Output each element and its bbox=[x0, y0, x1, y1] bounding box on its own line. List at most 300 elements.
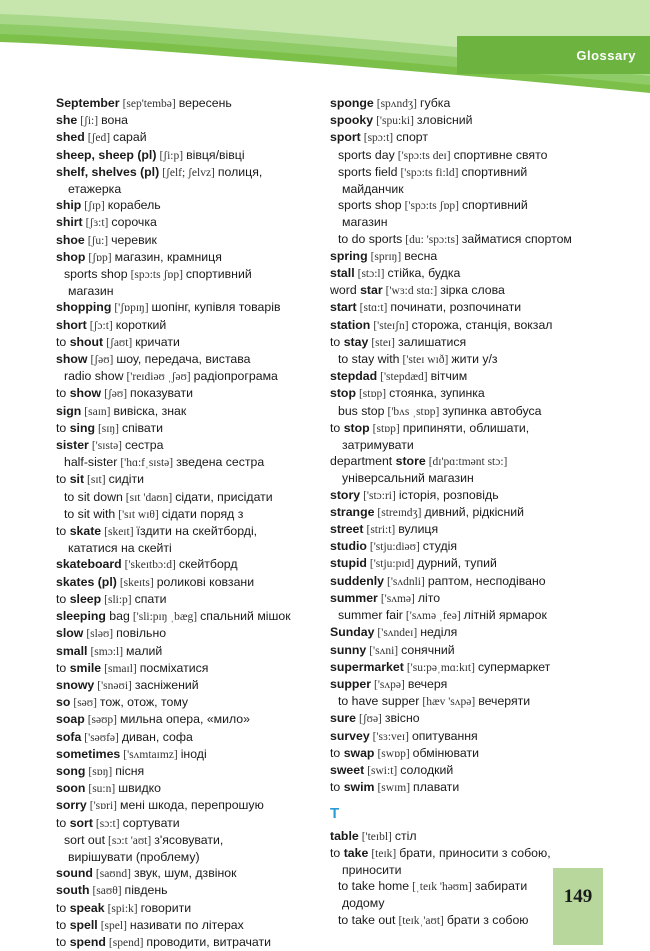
transcription: ['reɪdiəʊ ˌʃəʊ] bbox=[126, 371, 191, 384]
entry-continuation: вирішувати (проблему) bbox=[68, 849, 200, 864]
headword: summer bbox=[330, 590, 378, 605]
entry-continuation: магазин bbox=[342, 215, 388, 230]
transcription: [səʊ] bbox=[73, 697, 97, 710]
glossary-entry bbox=[330, 573, 605, 590]
translation: зведена сестра bbox=[176, 455, 265, 470]
transcription: [spi:k] bbox=[107, 902, 138, 915]
transcription: ['skeɪtbɔ:d] bbox=[124, 559, 176, 572]
headword: skate bbox=[69, 524, 102, 539]
transcription: [teɪkˌ'aʊt] bbox=[398, 914, 444, 927]
glossary-subentry bbox=[330, 197, 605, 214]
translation: сидіти bbox=[108, 472, 145, 487]
transcription: [spʌndʒ] bbox=[376, 98, 417, 110]
translation: спорт bbox=[396, 130, 428, 145]
translation: вечеряти bbox=[478, 694, 531, 709]
transcription: [ʃu:] bbox=[87, 234, 109, 247]
transcription: [sli:p] bbox=[104, 593, 132, 606]
glossary-entry bbox=[330, 538, 605, 555]
subentry-phrase: to take home bbox=[338, 879, 410, 894]
subentry-phrase: bus stop bbox=[338, 403, 385, 418]
headword: snowy bbox=[56, 677, 95, 692]
transcription: [səʊp] bbox=[87, 714, 118, 727]
translation: співати bbox=[122, 420, 164, 435]
subentry-phrase: sports day bbox=[338, 147, 395, 162]
headword: soon bbox=[56, 781, 86, 796]
translation: починати, розпочинати bbox=[390, 300, 522, 315]
translation: вивіска, знак bbox=[113, 403, 187, 418]
subentry-phrase: radio show bbox=[64, 369, 124, 384]
entry-continuation: додому bbox=[342, 896, 385, 911]
translation: спортивний bbox=[461, 164, 528, 179]
glossary-entry bbox=[56, 317, 321, 334]
glossary-entry bbox=[56, 214, 321, 231]
glossary-entry bbox=[330, 555, 605, 572]
glossary-entry bbox=[56, 385, 321, 402]
entry-prefix: to bbox=[56, 815, 70, 830]
translation: студія bbox=[422, 539, 458, 554]
entry-prefix: to bbox=[56, 334, 70, 349]
headword: star bbox=[360, 283, 383, 298]
headword: shirt bbox=[56, 215, 83, 230]
headword: take bbox=[343, 845, 369, 860]
glossary-entry bbox=[330, 728, 605, 745]
translation: шоу, передача, вистава bbox=[116, 352, 251, 367]
transcription: [ʃʊə] bbox=[358, 713, 382, 726]
translation: спати bbox=[134, 591, 167, 606]
entry-prefix: to bbox=[330, 745, 344, 760]
glossary-entry bbox=[56, 625, 321, 642]
glossary-entry bbox=[330, 453, 605, 470]
translation: вітчим bbox=[430, 369, 468, 384]
headword: show bbox=[56, 352, 88, 367]
headword: start bbox=[330, 300, 357, 315]
transcription: [sɪŋ] bbox=[97, 422, 119, 435]
glossary-entry bbox=[56, 711, 321, 728]
glossary-subentry bbox=[56, 368, 321, 385]
transcription: [ʃɔ:t] bbox=[89, 319, 113, 332]
glossary-entry bbox=[330, 676, 605, 693]
subentry-phrase: half-sister bbox=[64, 455, 118, 470]
transcription: [sɔ:t] bbox=[95, 817, 120, 830]
transcription: [sləʊ] bbox=[86, 628, 114, 641]
transcription: ['hɑ:fˌsɪstə] bbox=[120, 457, 174, 470]
headword: stop bbox=[343, 420, 370, 435]
glossary-entry bbox=[330, 368, 605, 385]
translation: сонячний bbox=[401, 642, 455, 657]
translation: диван, софа bbox=[121, 729, 193, 744]
translation: південь bbox=[124, 883, 168, 898]
transcription: ['səʊfə] bbox=[84, 731, 119, 744]
headword: sorry bbox=[56, 798, 87, 813]
headword: suddenly bbox=[330, 573, 384, 588]
section-tab: Glossary bbox=[457, 36, 650, 74]
subentry-phrase: sports shop bbox=[338, 198, 402, 213]
transcription: [spɔ:ts ʃɒp] bbox=[130, 269, 183, 282]
transcription: [ʃi:p] bbox=[159, 149, 184, 162]
translation: говорити bbox=[140, 900, 192, 915]
transcription: [sɒŋ] bbox=[88, 765, 113, 778]
glossary-subentry bbox=[330, 351, 605, 368]
glossary-right-column bbox=[330, 95, 605, 929]
transcription: [ʃɪp] bbox=[84, 200, 105, 213]
glossary-entry bbox=[56, 608, 321, 625]
transcription: [smɔ:l] bbox=[90, 645, 124, 658]
glossary-entry bbox=[330, 745, 605, 762]
headword: swap bbox=[343, 745, 375, 760]
transcription: ['spɔ:ts ʃɒp] bbox=[404, 200, 459, 213]
entry-prefix: to bbox=[56, 472, 70, 487]
glossary-entry bbox=[56, 917, 321, 934]
headword: speak bbox=[69, 900, 105, 915]
translation: вересень bbox=[178, 96, 232, 110]
glossary-entry bbox=[56, 95, 321, 112]
glossary-subentry bbox=[330, 231, 605, 248]
translation: короткий bbox=[115, 317, 167, 332]
transcription: [swi:t] bbox=[367, 764, 398, 777]
subentry-phrase: to do sports bbox=[338, 231, 403, 246]
translation: швидко bbox=[118, 781, 162, 796]
translation: спортивний bbox=[461, 198, 528, 213]
transcription: ['sʌni] bbox=[369, 644, 399, 657]
entry-prefix: to bbox=[56, 386, 70, 401]
transcription: ['stepdæd] bbox=[380, 371, 428, 384]
headword: slow bbox=[56, 626, 84, 641]
entry-prefix: to bbox=[56, 917, 70, 932]
glossary-entry bbox=[56, 763, 321, 780]
translation: обмінювати bbox=[412, 745, 479, 760]
transcription: ['stju:diəʊ] bbox=[369, 541, 420, 554]
header-banner bbox=[0, 0, 650, 93]
glossary-entry bbox=[330, 521, 605, 538]
glossary-entry bbox=[56, 729, 321, 746]
headword: shopping bbox=[56, 300, 112, 315]
headword: stop bbox=[330, 386, 356, 401]
entry-prefix: word bbox=[330, 283, 361, 298]
glossary-entry bbox=[56, 232, 321, 249]
headword: short bbox=[56, 317, 87, 332]
translation: магазин, крамниця bbox=[114, 249, 222, 264]
glossary-entry bbox=[330, 129, 605, 146]
glossary-entry bbox=[330, 504, 605, 521]
entry-prefix: to bbox=[330, 420, 344, 435]
transcription: ['steɪʃn] bbox=[373, 319, 409, 332]
transcription: [sɪt] bbox=[87, 474, 106, 487]
glossary-subentry bbox=[56, 832, 321, 849]
headword: sure bbox=[330, 711, 356, 726]
transcription: [steɪ] bbox=[371, 336, 395, 349]
transcription: [ʃɒp] bbox=[88, 251, 112, 264]
transcription: [ˌteɪk 'həʊm] bbox=[412, 881, 472, 894]
glossary-entry bbox=[330, 265, 605, 282]
translation: опитування bbox=[411, 728, 478, 743]
transcription: [ʃi:] bbox=[80, 115, 99, 128]
subentry-phrase: sports field bbox=[338, 164, 398, 179]
translation: повільно bbox=[116, 626, 167, 641]
translation: спортивне свято bbox=[453, 147, 548, 162]
transcription: [su:n] bbox=[88, 783, 116, 796]
translation: весна bbox=[404, 248, 438, 263]
transcription: ['sɒri] bbox=[89, 800, 118, 813]
transcription: [sprɪŋ] bbox=[370, 250, 402, 263]
glossary-entry bbox=[56, 780, 321, 797]
glossary-entry bbox=[330, 762, 605, 779]
translation: стійка, будка bbox=[387, 266, 461, 281]
transcription: ['sʌpə] bbox=[374, 678, 405, 691]
translation: літо bbox=[417, 590, 441, 605]
transcription: ['sʌdnli] bbox=[386, 575, 425, 588]
translation: забирати bbox=[474, 879, 528, 894]
transcription: [swɒp] bbox=[377, 747, 410, 760]
transcription: [saʊnd] bbox=[95, 868, 131, 881]
glossary-entry bbox=[330, 385, 605, 402]
glossary-entry bbox=[56, 900, 321, 917]
transcription: ['spɔ:ts fi:ld] bbox=[400, 166, 459, 179]
glossary-entry bbox=[330, 590, 605, 607]
translation: звук, шум, дзвінок bbox=[133, 866, 237, 881]
translation: скейтборд bbox=[178, 557, 238, 572]
headword: sleeping bbox=[56, 609, 106, 624]
headword: ship bbox=[56, 198, 82, 213]
transcription: [skeɪts] bbox=[119, 576, 154, 589]
headword: sleep bbox=[69, 591, 102, 606]
translation: їздити на скейтборді, bbox=[136, 524, 258, 539]
glossary-subentry bbox=[56, 266, 321, 283]
transcription: ['sli:pɪŋ ˌbæg] bbox=[132, 611, 198, 624]
transcription: ['teɪbl] bbox=[361, 830, 392, 843]
transcription: [sep'tembə] bbox=[122, 98, 176, 110]
transcription: ['sʌmə ˌfeə] bbox=[405, 610, 461, 623]
subentry-phrase: to take out bbox=[338, 912, 396, 927]
headword: shoe bbox=[56, 232, 85, 247]
headword: spring bbox=[330, 248, 368, 263]
transcription: [ʃelf; ʃelvz] bbox=[162, 166, 215, 179]
translation: жити у/з bbox=[451, 352, 498, 367]
headword: shed bbox=[56, 130, 85, 145]
glossary-entry bbox=[330, 710, 605, 727]
glossary-entry bbox=[56, 660, 321, 677]
translation: спортивний bbox=[185, 267, 252, 282]
glossary-entry bbox=[330, 845, 605, 862]
glossary-entry bbox=[56, 591, 321, 608]
translation: вона bbox=[101, 113, 128, 128]
glossary-subentry bbox=[330, 403, 605, 420]
translation: раптом, несподівано bbox=[427, 573, 546, 588]
translation: радіопрограма bbox=[193, 369, 278, 384]
translation: черевик bbox=[111, 232, 157, 247]
transcription: [ʃɜ:t] bbox=[85, 217, 109, 230]
transcription: [spend] bbox=[108, 936, 144, 949]
translation: зупинка автобуса bbox=[442, 403, 542, 418]
headword: south bbox=[56, 883, 90, 898]
headword: stepdad bbox=[330, 369, 378, 384]
glossary-entry bbox=[330, 642, 605, 659]
entry-prefix: to bbox=[330, 334, 344, 349]
glossary-entry bbox=[56, 437, 321, 454]
translation: полиця, bbox=[217, 164, 263, 179]
subentry-phrase: to sit down bbox=[64, 489, 123, 504]
entry-prefix: to bbox=[56, 900, 70, 915]
glossary-entry bbox=[56, 556, 321, 573]
translation: сідати, присідати bbox=[175, 489, 273, 504]
subentry-phrase: to stay with bbox=[338, 352, 400, 367]
headword: spend bbox=[69, 934, 106, 949]
glossary-entry bbox=[56, 197, 321, 214]
page-number: 149 bbox=[563, 886, 593, 907]
translation: історія, розповідь bbox=[398, 487, 499, 502]
headword: sing bbox=[69, 420, 95, 435]
translation: з'ясовувати, bbox=[154, 832, 224, 847]
translation: називати по літерах bbox=[129, 917, 244, 932]
headword: skateboard bbox=[56, 557, 122, 572]
transcription: [streɪndʒ] bbox=[377, 506, 422, 519]
translation: неділя bbox=[420, 625, 458, 640]
headword: sign bbox=[56, 403, 82, 418]
entry-prefix: to bbox=[56, 524, 70, 539]
glossary-entry bbox=[330, 624, 605, 641]
translation: дивний, рідкісний bbox=[424, 504, 524, 519]
glossary-entry bbox=[56, 351, 321, 368]
glossary-entry bbox=[56, 523, 321, 540]
translation: вечеря bbox=[407, 676, 448, 691]
glossary-entry bbox=[56, 249, 321, 266]
transcription: ['sɜ:veɪ] bbox=[372, 730, 409, 743]
translation: проводити, витрачати bbox=[146, 934, 272, 949]
glossary-entry bbox=[56, 420, 321, 437]
transcription: ['wɜ:d stɑ:] bbox=[385, 285, 438, 298]
transcription: ['steɪ wɪð] bbox=[402, 354, 449, 367]
glossary-entry bbox=[56, 694, 321, 711]
translation: спальний мішок bbox=[200, 609, 291, 624]
headword: survey bbox=[330, 728, 370, 743]
headword: shout bbox=[69, 334, 104, 349]
headword: she bbox=[56, 113, 78, 128]
transcription: [ʃəʊ] bbox=[90, 354, 114, 367]
headword: stupid bbox=[330, 556, 367, 571]
glossary-entry bbox=[56, 147, 321, 164]
headword: shelf, shelves (pl) bbox=[56, 164, 160, 179]
transcription: [stɑ:t] bbox=[359, 302, 388, 315]
subentry-phrase: summer fair bbox=[338, 608, 403, 623]
transcription: ['su:pəˌmɑ:kɪt] bbox=[406, 661, 475, 674]
headword: song bbox=[56, 763, 86, 778]
headword: sweet bbox=[330, 762, 365, 777]
headword: table bbox=[330, 828, 359, 843]
headword: spell bbox=[69, 917, 98, 932]
headword: station bbox=[330, 317, 371, 332]
glossary-subentry bbox=[330, 607, 605, 624]
letter-heading: T bbox=[330, 805, 340, 823]
subentry-phrase: sort out bbox=[64, 832, 106, 847]
entry-prefix: to bbox=[56, 420, 70, 435]
translation: супермаркет bbox=[477, 659, 551, 674]
translation: літній ярмарок bbox=[463, 608, 547, 623]
translation: сестра bbox=[125, 438, 164, 453]
headword: studio bbox=[330, 539, 367, 554]
translation: засніжений bbox=[134, 677, 199, 692]
translation: сідати поряд з bbox=[161, 506, 244, 521]
entry-continuation: приносити bbox=[342, 862, 402, 877]
translation: залишатися bbox=[397, 334, 467, 349]
glossary-entry bbox=[56, 815, 321, 832]
translation: вівця/вівці bbox=[186, 147, 245, 162]
transcription: [ʃəʊ] bbox=[104, 388, 128, 401]
translation: сортувати bbox=[122, 815, 180, 830]
glossary-subentry bbox=[330, 693, 605, 710]
transcription: [sɔ:t 'aʊt] bbox=[108, 834, 152, 847]
translation: стіл bbox=[394, 828, 417, 843]
glossary-subentry bbox=[56, 454, 321, 471]
glossary-subentry bbox=[330, 164, 605, 181]
glossary-entry bbox=[56, 299, 321, 316]
transcription: [spel] bbox=[100, 919, 127, 932]
transcription: [ʃed] bbox=[87, 132, 111, 145]
glossary-entry bbox=[56, 797, 321, 814]
transcription: [skeɪt] bbox=[104, 526, 134, 539]
transcription: ['sʌndeɪ] bbox=[377, 627, 418, 640]
translation: пісня bbox=[115, 763, 145, 778]
headword: spooky bbox=[330, 113, 374, 128]
transcription: ['sɪstə] bbox=[91, 440, 123, 453]
glossary-entry bbox=[56, 746, 321, 763]
translation: сарай bbox=[113, 130, 147, 145]
glossary-subentry bbox=[56, 489, 321, 506]
transcription: [sɪt 'daʊn] bbox=[125, 491, 173, 504]
headword: sunny bbox=[330, 642, 367, 657]
headword: September bbox=[56, 96, 120, 110]
glossary-entry bbox=[330, 659, 605, 676]
glossary-entry bbox=[330, 487, 605, 504]
entry-prefix: to bbox=[56, 660, 70, 675]
headword: stay bbox=[343, 334, 369, 349]
translation: зірка слова bbox=[440, 283, 505, 298]
transcription: [spɔ:t] bbox=[363, 132, 394, 145]
glossary-subentry bbox=[330, 147, 605, 164]
transcription: [saʊθ] bbox=[92, 885, 122, 898]
headword: sort bbox=[69, 815, 93, 830]
glossary-entry bbox=[56, 129, 321, 146]
subentry-phrase: to sit with bbox=[64, 506, 116, 521]
transcription: ['stju:pɪd] bbox=[369, 558, 415, 571]
headword: sponge bbox=[330, 96, 374, 110]
headword: swim bbox=[343, 780, 375, 795]
glossary-entry bbox=[330, 282, 605, 299]
translation: брати, приносити з собою, bbox=[399, 845, 551, 860]
transcription: ['sʌmə] bbox=[380, 592, 415, 605]
entry-prefix: to bbox=[330, 780, 344, 795]
transcription: ['bʌs ˌstɒp] bbox=[387, 405, 440, 418]
glossary-entry bbox=[56, 934, 321, 951]
headword: street bbox=[330, 522, 364, 537]
headword-suffix: bag bbox=[105, 609, 130, 624]
translation: корабель bbox=[107, 198, 161, 213]
entry-continuation: магазин bbox=[68, 284, 114, 299]
translation: малий bbox=[126, 643, 163, 658]
glossary-entry bbox=[330, 317, 605, 334]
entry-prefix: to bbox=[56, 591, 70, 606]
headword: sometimes bbox=[56, 746, 121, 761]
translation: показувати bbox=[130, 386, 193, 401]
entry-prefix: to bbox=[56, 934, 70, 949]
headword: Sunday bbox=[330, 625, 375, 640]
translation: мильна опера, «мило» bbox=[120, 712, 250, 727]
translation: губка bbox=[419, 96, 451, 110]
glossary-entry bbox=[56, 643, 321, 660]
entry-continuation: майданчик bbox=[342, 182, 404, 197]
headword: so bbox=[56, 695, 71, 710]
translation: плавати bbox=[413, 780, 460, 795]
glossary-entry bbox=[330, 95, 605, 112]
transcription: [stɒp] bbox=[358, 388, 387, 401]
